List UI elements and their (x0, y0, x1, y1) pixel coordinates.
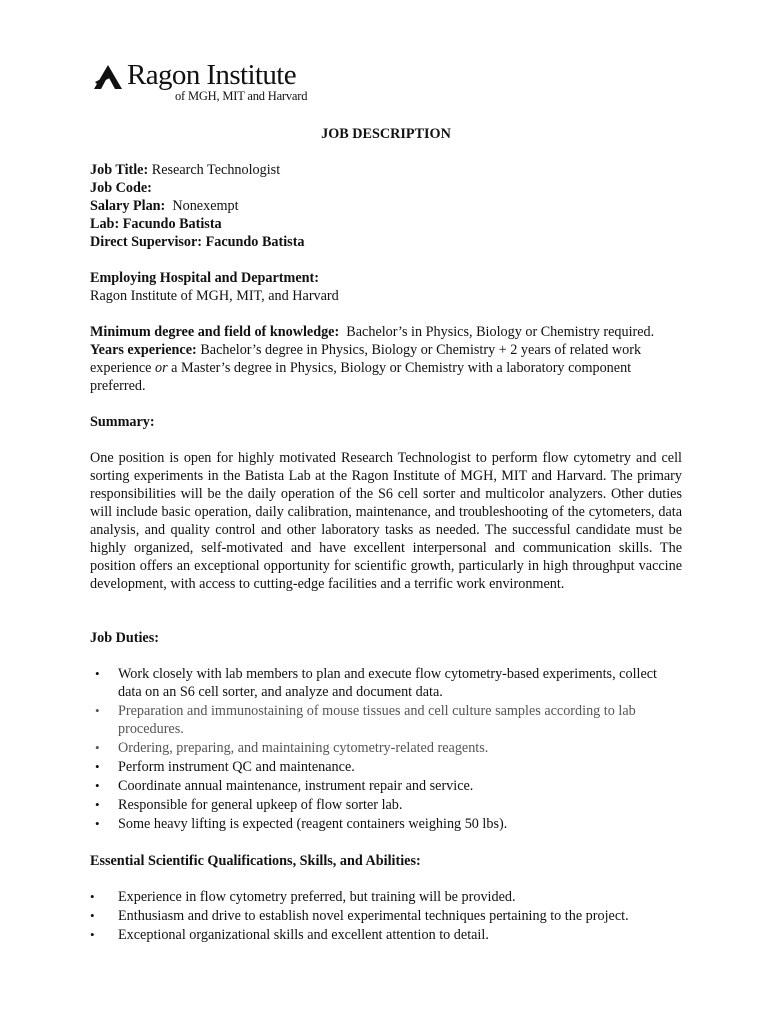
years-experience-or: or (154, 360, 168, 376)
qualifications-heading: Essential Scientific Qualifications, Skills, and Abilities: (90, 853, 421, 869)
summary-text: One position is open for highly motivated Research Technologist to perform flow cytometry and cell sorting experiments in the Batista Lab at the Ragon Institute of MGH, MIT and Harvard. The primary responsibilities will be the daily operation of the S6 cell sorter and multicolor analyzers. Other duties will include basic operation, daily calibration, maintenance, and troubleshooting of the cytometers, data analysis, and quality control and other laboratory tasks as needed. The successful candidate must be highly organized, self-motivated and have excellent interpersonal and communication skills. The position offers an exceptional opportunity for scientific growth, particularly in high throughput vaccine development, with access to cutting-edge facilities and a terrific work environment. (90, 450, 682, 592)
employing-label: Employing Hospital and Department: (90, 270, 319, 286)
bullet-icon: • (95, 797, 100, 812)
qualification-text: Exceptional organizational skills and excellent attention to detail. (118, 927, 489, 943)
duty-text: Work closely with lab members to plan and execute flow cytometry-based experiments, collect data on an S6 cell sorter, and analyze and document data. (118, 666, 657, 700)
years-experience-value-1: Bachelor’s degree in Physics, Biology or Chemistry + 2 years of related work experience (90, 342, 642, 376)
logo-sub-text: of MGH, MIT and Harvard (175, 89, 308, 103)
qualification-item (90, 926, 682, 944)
duties-heading: Job Duties: (90, 630, 159, 646)
duty-text: Preparation and immunostaining of mouse tissues and cell culture samples according to lab procedures. (118, 703, 636, 737)
job-title-value: Research Technologist (148, 162, 281, 178)
duties-list (90, 665, 682, 833)
job-title-line (90, 161, 682, 179)
bullet-icon: • (95, 759, 100, 774)
duty-item (90, 815, 682, 833)
logo-main-text: Ragon Institute (127, 59, 297, 91)
duty-text: Some heavy lifting is expected (reagent containers weighing 50 lbs). (118, 816, 508, 832)
qualification-item (90, 888, 682, 906)
bullet-icon: • (95, 740, 100, 755)
employing-value: Ragon Institute of MGH, MIT, and Harvard (90, 288, 339, 304)
bullet-icon: • (90, 889, 95, 904)
document-body (90, 125, 682, 945)
duty-item (90, 796, 682, 814)
minimum-degree-value: Bachelor’s in Physics, Biology or Chemistry required. (339, 324, 655, 340)
duty-item (90, 758, 682, 776)
years-experience (90, 341, 682, 395)
bullet-icon: • (90, 927, 95, 942)
supervisor-line: Direct Supervisor: Facundo Batista (90, 234, 305, 250)
salary-plan-value: Nonexempt (165, 198, 239, 214)
job-code-line: Job Code: (90, 180, 152, 196)
duty-item (90, 702, 682, 738)
qualification-text: Enthusiasm and drive to establish novel experimental techniques pertaining to the project. (118, 908, 629, 924)
qualifications-list (90, 888, 682, 944)
years-experience-value-2: a Master’s degree in Physics, Biology or Chemistry with a laboratory component preferred. (90, 360, 632, 394)
years-experience-label: Years experience: (90, 342, 197, 358)
duty-text: Responsible for general upkeep of flow sorter lab. (118, 797, 403, 813)
minimum-degree (90, 323, 682, 341)
bullet-icon: • (90, 908, 95, 923)
duty-text: Perform instrument QC and maintenance. (118, 759, 355, 775)
duty-item (90, 739, 682, 757)
lab-line: Lab: Facundo Batista (90, 216, 222, 232)
summary-heading: Summary: (90, 414, 155, 430)
bullet-icon: • (95, 778, 100, 793)
salary-plan-line (90, 197, 682, 215)
bullet-icon: • (95, 703, 100, 718)
page-title: JOB DESCRIPTION (321, 126, 451, 142)
minimum-degree-label: Minimum degree and field of knowledge: (90, 324, 340, 340)
duty-item (90, 777, 682, 795)
bullet-icon: • (95, 666, 100, 681)
qualification-text: Experience in flow cytometry preferred, but training will be provided. (118, 889, 516, 905)
duty-item (90, 665, 682, 701)
qualification-item (90, 907, 682, 925)
duty-text: Coordinate annual maintenance, instrument repair and service. (118, 778, 474, 794)
bullet-icon: • (95, 816, 100, 831)
job-title-label: Job Title: (90, 162, 149, 178)
ragon-triangle-logo-icon (93, 64, 123, 90)
ragon-logo (93, 60, 333, 106)
salary-plan-label: Salary Plan: (90, 198, 166, 214)
duty-text: Ordering, preparing, and maintaining cytometry-related reagents. (118, 740, 489, 756)
